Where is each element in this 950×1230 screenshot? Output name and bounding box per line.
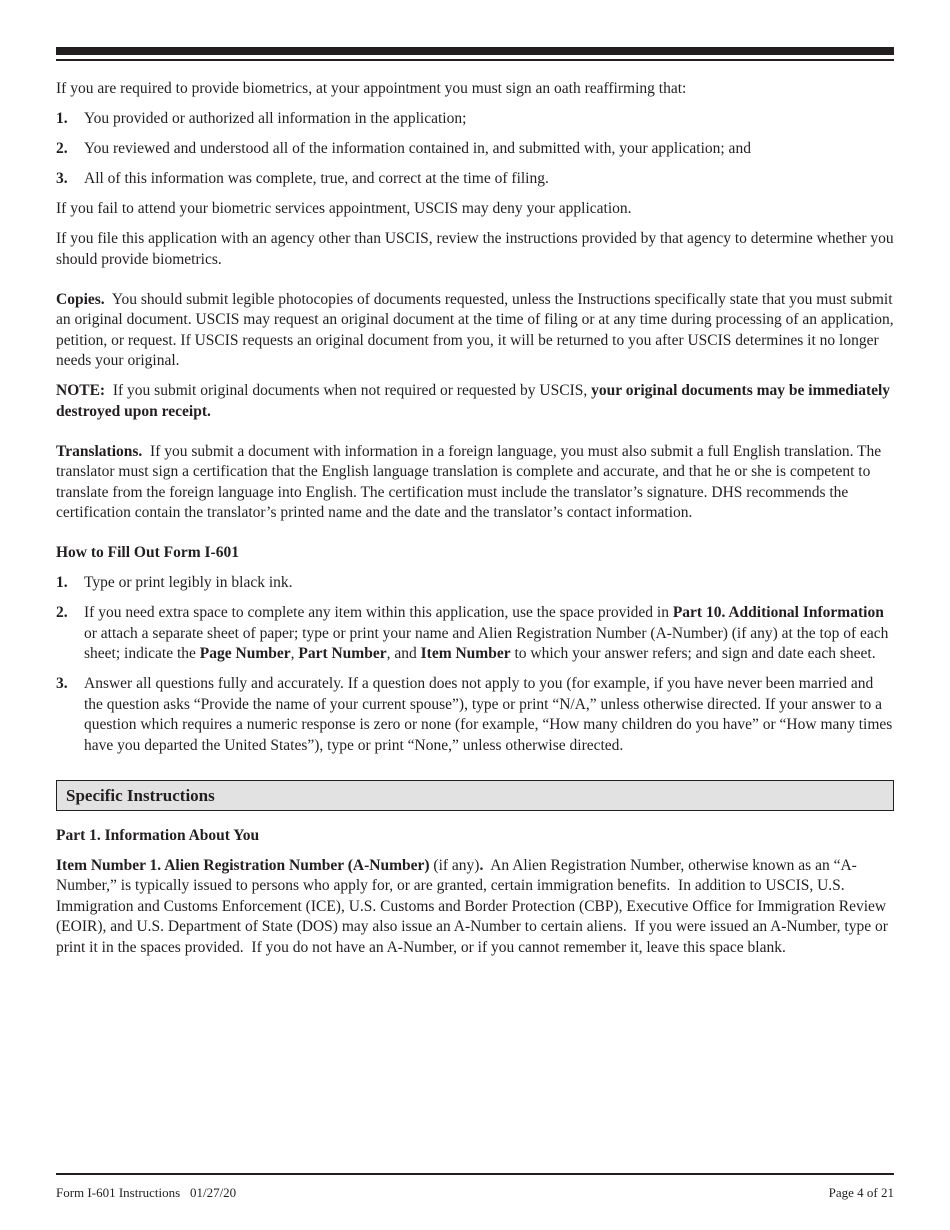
text-run: to which your answer refers; and sign and date each sheet.: [510, 645, 876, 662]
note-bold-text: your original documents may be immediately destroyed upon receipt.: [56, 382, 891, 420]
item-text: Type or print legibly in black ink.: [84, 574, 293, 591]
copies-paragraph: [56, 290, 894, 372]
item-qualifier: (if any): [429, 856, 480, 874]
item-text: You reviewed and understood all of the information contained in, and submitted with, your application; and: [84, 140, 751, 157]
copies-text: You should submit legible photocopies of documents requested, unless the Instructions specifically state that you must submit an original document. USCIS may request an original document at the time of filing or at any time during processing of an application, petition, or request. If USCIS requests an original document from you, it will be returned to you after USCIS determines it no longer needs your original.: [56, 290, 894, 369]
copies-label: Copies.: [56, 290, 105, 308]
page-number-term: Page Number: [199, 645, 291, 662]
list-item: [56, 139, 894, 160]
text-run: If you need extra space to complete any item within this application, use the space provided in: [84, 604, 673, 621]
section-header-specific-instructions: Specific Instructions: [56, 780, 894, 811]
item-dot: .: [479, 856, 484, 874]
item-number: 2.: [56, 140, 68, 157]
header-thin-rule: [56, 59, 894, 61]
text-run: ,: [290, 645, 299, 662]
list-item: [56, 169, 894, 190]
item-number: 2.: [56, 604, 68, 621]
item-text: You provided or authorized all information in the application;: [84, 110, 467, 127]
page-content: [56, 79, 894, 968]
translations-label: Translations.: [56, 442, 143, 460]
item-number: 1.: [56, 110, 68, 127]
item-number-1-text: An Alien Registration Number, otherwise known as an “A-Number,” is typically issued to persons who apply for, or are granted, certain immigration benefits. In addition to USCIS, U.S. Immigration and Customs Enforcement (ICE), U.S. Customs and Border Protection (CBP), Executive Office for Immigration Review (EOIR), and U.S. Department of State (DOS) may also issue an A-Number to certain aliens. If you were issued an A-Number, type or print it in the spaces provided. If you do not have an A-Number, or if you cannot remember it, leave this space blank.: [56, 856, 892, 956]
biometrics-agency-text: If you file this application with an agency other than USCIS, review the instructions provided by that agency to determine whether you should provide biometrics.: [56, 230, 894, 268]
biometrics-intro: If you are required to provide biometrics, at your appointment you must sign an oath reaffirming that:: [56, 80, 687, 97]
item-number: 1.: [56, 574, 68, 591]
note-text: If you submit original documents when not required or requested by USCIS,: [112, 382, 588, 399]
part10-reference: Part 10. Additional Information: [672, 604, 884, 621]
translations-text: If you submit a document with information in a foreign language, you must also submit a full English translation. The translator must sign a certification that the English language translation is complete and accurate, and that he or she is competent to translate from the foreign language into English. The certification must include the translator’s signature. DHS recommends the certification contain the translator’s printed name and the date and the translator’s contact information.: [56, 442, 882, 521]
list-item: [56, 573, 894, 594]
part1-heading: Part 1. Information About You: [56, 826, 260, 844]
item-text: [84, 603, 894, 665]
text-run: , and: [386, 645, 421, 662]
list-item: [56, 109, 894, 130]
item-number: 3.: [56, 170, 68, 187]
list-item: [56, 674, 894, 756]
footer-form-info: Form I-601 Instructions 01/27/20: [56, 1185, 237, 1200]
biometrics-fail-text: If you fail to attend your biometric services appointment, USCIS may deny your application.: [56, 200, 632, 217]
how-to-heading: How to Fill Out Form I-601: [56, 544, 239, 561]
item-number-term: Item Number: [420, 645, 511, 662]
header-thick-rule: [56, 47, 894, 55]
text-run: or attach a separate sheet of paper; type or print your name and Alien Registration Number (A-Number) (if any) at the top of each sheet; indicate the: [84, 624, 889, 662]
item-number-1-paragraph: [56, 856, 894, 959]
item-number-1-label: Item Number 1. Alien Registration Number (A-Number): [56, 856, 430, 874]
item-number: 3.: [56, 675, 68, 692]
list-item: [56, 603, 894, 665]
part-number-term: Part Number: [298, 645, 387, 662]
footer-rule: [56, 1173, 894, 1175]
item-text: All of this information was complete, true, and correct at the time of filing.: [84, 170, 549, 187]
note-label: NOTE:: [56, 382, 106, 399]
item-text: Answer all questions fully and accurately. If a question does not apply to you (for example, if you have never been married and the question asks “Provide the name of your current spouse”), type or print “N/A,” unless otherwise directed. If your answer to a question which requires a numeric response is zero or none (for example, “How many children do you have” or “How many times have you departed the United States”), type or print “None,” unless otherwise directed.: [84, 675, 893, 754]
translations-paragraph: [56, 442, 894, 524]
footer-page-number: Page 4 of 21: [828, 1185, 894, 1200]
note-paragraph: [56, 381, 894, 422]
